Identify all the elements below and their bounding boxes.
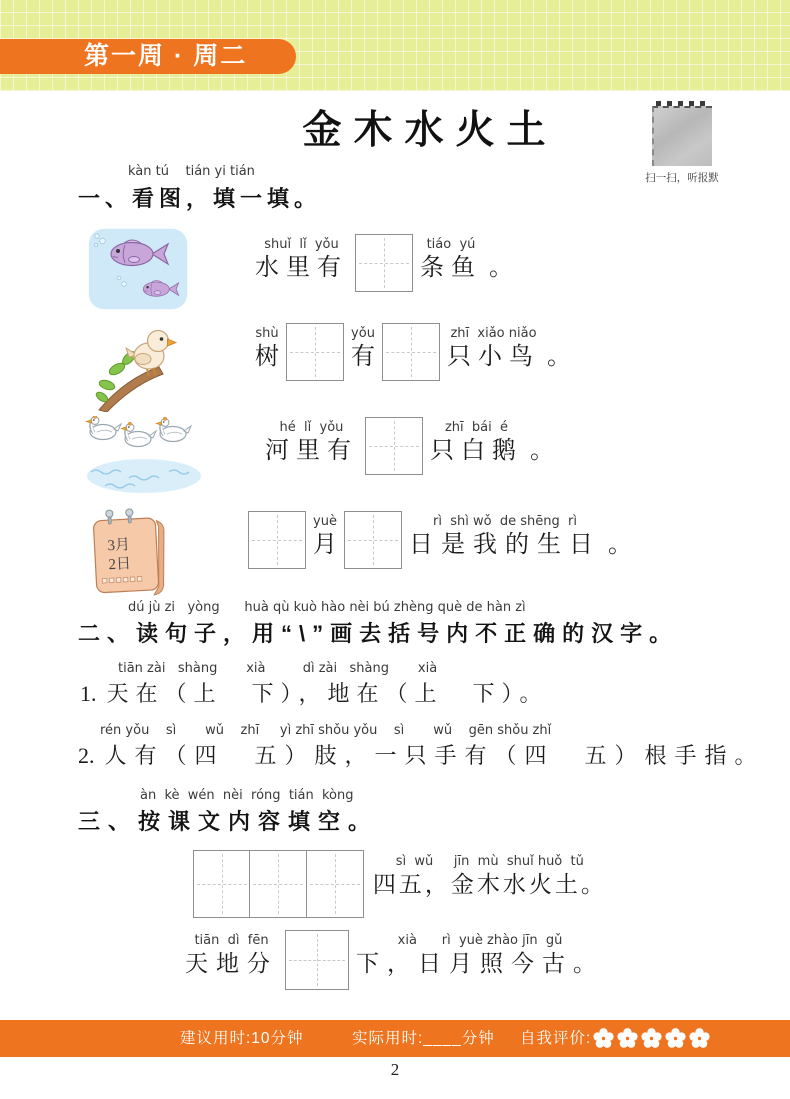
period-text: 。 [547, 344, 571, 370]
geese-river-illustration [85, 416, 203, 501]
chinese-text: 树 [255, 344, 279, 370]
sentence-2-pinyin: rén yǒu sì wǔ zhī yì zhī shǒu yǒu sì wǔ gēn shǒu zhǐ [100, 723, 552, 738]
sentence-text: 人有（四 五）肢，一只手有（四 五）根手指。 [104, 743, 765, 768]
chinese-text: 只白鹅 [430, 438, 523, 464]
pinyin-text: shuǐ lǐ yǒu [264, 237, 339, 252]
pinyin-text: rì shì wǒ de shēng rì [433, 514, 577, 529]
sentence-number: 1. [80, 681, 97, 706]
pinyin-text: yuè [313, 514, 337, 529]
period-text: 。 [530, 438, 554, 464]
sentence-1-pinyin: tiān zài shàng xià dì zài shàng xià [118, 661, 438, 676]
text-segment [185, 933, 278, 979]
section3-row-2 [185, 930, 604, 990]
fill-row-1 [255, 234, 513, 292]
chinese-text: 日是我的生日 [409, 532, 601, 558]
text-segment [255, 237, 348, 283]
week-badge: 第一周 · 周二 [0, 39, 296, 74]
pinyin-text: yǒu [351, 326, 375, 341]
sentence-2 [78, 723, 765, 770]
self-rating [520, 1020, 710, 1057]
pinyin-text: shù [255, 326, 279, 341]
writing-box [285, 930, 349, 990]
section1-pinyin: kàn tú tián yi tián [128, 164, 255, 179]
section2-pinyin: dú jù zi yòng huà qù kuò hào nèi bú zhèng què de hàn zì [128, 600, 526, 615]
writing-box [355, 234, 413, 292]
period-text: 。 [489, 255, 513, 281]
flower-icon [617, 1028, 638, 1049]
calendar-illustration [88, 506, 176, 606]
rating-flowers [593, 1028, 710, 1049]
actual-time: 实际用时:____分钟 [352, 1030, 495, 1047]
section3-pinyin: àn kè wén nèi róng tián kòng [140, 788, 354, 803]
period-text: 。 [608, 532, 632, 558]
section3-heading: 三、按课文内容填空。 [78, 809, 379, 834]
text-segment [608, 514, 632, 560]
writing-box [344, 511, 402, 569]
flower-icon [689, 1028, 710, 1049]
text-segment [351, 326, 375, 372]
page-title: 金木水火土 [302, 109, 558, 152]
chinese-text: 水里有 [255, 255, 348, 281]
text-segment [420, 237, 482, 283]
writing-box [306, 850, 364, 918]
fill-row-3 [265, 417, 554, 475]
text-segment [255, 326, 279, 372]
section3-row-1 [193, 850, 607, 918]
qr-code [652, 106, 712, 166]
chinese-text: 只小鸟 [447, 344, 540, 370]
text-segment [547, 326, 571, 372]
writing-box [286, 323, 344, 381]
text-segment [356, 933, 604, 979]
footer-bar [0, 1020, 790, 1057]
sentence-text: 天在（上 下），地在（上 下）。 [106, 681, 549, 706]
text-segment [530, 420, 554, 466]
writing-box [249, 850, 307, 918]
calendar-day: 2日 [108, 556, 132, 574]
pinyin-text: zhī xiǎo niǎo [450, 326, 537, 341]
chinese-text: 天地分 [185, 951, 278, 976]
flower-icon [641, 1028, 662, 1049]
writing-box-group [193, 850, 364, 918]
text-segment [430, 420, 523, 466]
pinyin-text: xià rì yuè zhào jīn gǔ [397, 933, 563, 948]
text-segment [489, 237, 513, 283]
pinyin-text: sì wǔ jīn mù shuǐ huǒ tǔ [395, 854, 584, 869]
fill-row-4 [248, 511, 632, 569]
calendar-month: 3月 [107, 537, 131, 555]
text-segment [373, 854, 607, 900]
suggested-time: 建议用时:10分钟 [180, 1030, 304, 1047]
pinyin-text: tiáo yú [426, 237, 476, 252]
fish-pond-illustration [88, 228, 188, 315]
section1-heading: 一、看图，填一填。 [78, 186, 322, 211]
text-segment [265, 420, 358, 466]
chinese-text: 四五，金木水火土。 [372, 872, 607, 897]
sentence-1 [80, 661, 549, 708]
writing-box [382, 323, 440, 381]
chinese-text: 河里有 [265, 438, 358, 464]
writing-box [365, 417, 423, 475]
chinese-text: 下，日月照今古。 [356, 951, 604, 976]
chinese-text: 条鱼 [420, 255, 482, 281]
pinyin-text: tiān dì fēn [194, 933, 269, 948]
pinyin-text: hé lǐ yǒu [279, 420, 344, 435]
flower-icon [665, 1028, 686, 1049]
chinese-text: 有 [351, 344, 375, 370]
page-number: 2 [390, 1060, 400, 1079]
self-rating-label: 自我评价: [520, 1030, 592, 1047]
writing-box [193, 850, 251, 918]
section2-heading: 二、读句子，用“\”画去括号内不正确的汉字。 [78, 621, 679, 646]
text-segment [313, 514, 337, 560]
fill-row-2 [255, 323, 571, 381]
bird-branch-illustration [95, 317, 179, 417]
flower-icon [593, 1028, 614, 1049]
writing-box [248, 511, 306, 569]
chinese-text: 月 [313, 532, 337, 558]
qr-caption: 扫一扫，听报默 [645, 172, 719, 184]
pinyin-text: zhī bái é [444, 420, 509, 435]
sentence-number: 2. [78, 743, 95, 768]
text-segment [409, 514, 601, 560]
text-segment [447, 326, 540, 372]
